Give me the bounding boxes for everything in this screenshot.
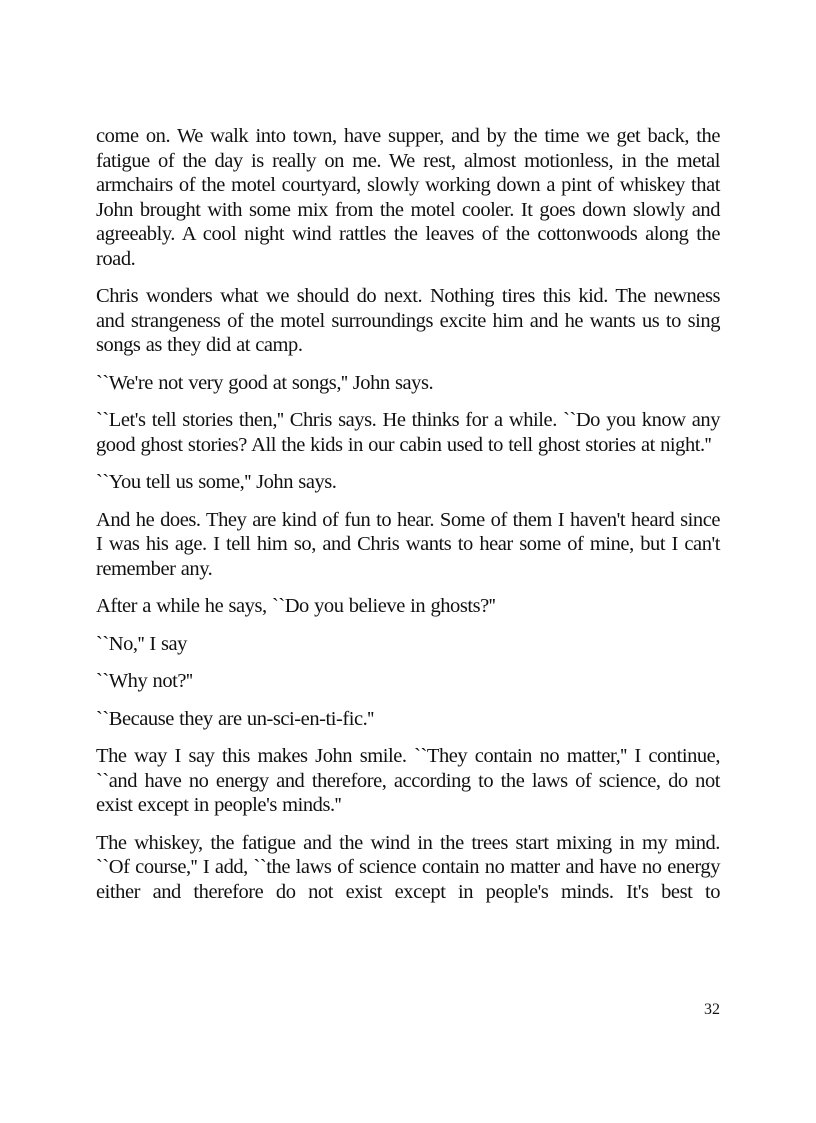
paragraph-7: After a while he says, ``Do you believe in ghosts?'' <box>96 595 496 617</box>
paragraph-4: ``Let's tell stories then,'' Chris says. He thinks for a while. ``Do you know any good ghost stories? All the kids in our cabin used to tell ghost stories at night.'' <box>96 409 720 456</box>
paragraph-1: come on. We walk into town, have supper, and by the time we get back, the fatigue of the day is really on me. We rest, almost motionless, in the metal armchairs of the motel courtyard, slowly working down a pint of whiskey that John brought with some mix from the motel cooler. It goes down slowly and agreeably. A cool night wind rattles the leaves of the cottonwoods along the road. <box>96 125 720 270</box>
paragraph-2: Chris wonders what we should do next. Nothing tires this kid. The newness and strangeness of the motel surroundings excite him and he wants us to sing songs as they did at camp. <box>96 285 720 356</box>
paragraph-11: The way I say this makes John smile. ``They contain no matter,'' I continue, ``and have no energy and therefore, according to the laws of science, do not exist except in people's minds.'' <box>96 745 720 816</box>
paragraph-9: ``Why not?'' <box>96 670 193 692</box>
paragraph-5: ``You tell us some,'' John says. <box>96 471 337 493</box>
page-number: 32 <box>704 1001 720 1018</box>
body-text <box>96 124 720 917</box>
paragraph-12: The whiskey, the fatigue and the wind in the trees start mixing in my mind. ``Of course,'' I add, ``the laws of science contain no matter and have no energy either and therefore do not exist except in people's minds. It's best to <box>96 831 720 903</box>
paragraph-10: ``Because they are un-sci-en-ti-fic.'' <box>96 707 374 730</box>
paragraph-6: And he does. They are kind of fun to hear. Some of them I haven't heard since I was his age. I tell him so, and Chris wants to hear some of mine, but I can't remember any. <box>96 508 720 580</box>
paragraph-8: ``No,'' I say <box>96 632 187 655</box>
paragraph-3: ``We're not very good at songs,'' John says. <box>96 371 434 394</box>
